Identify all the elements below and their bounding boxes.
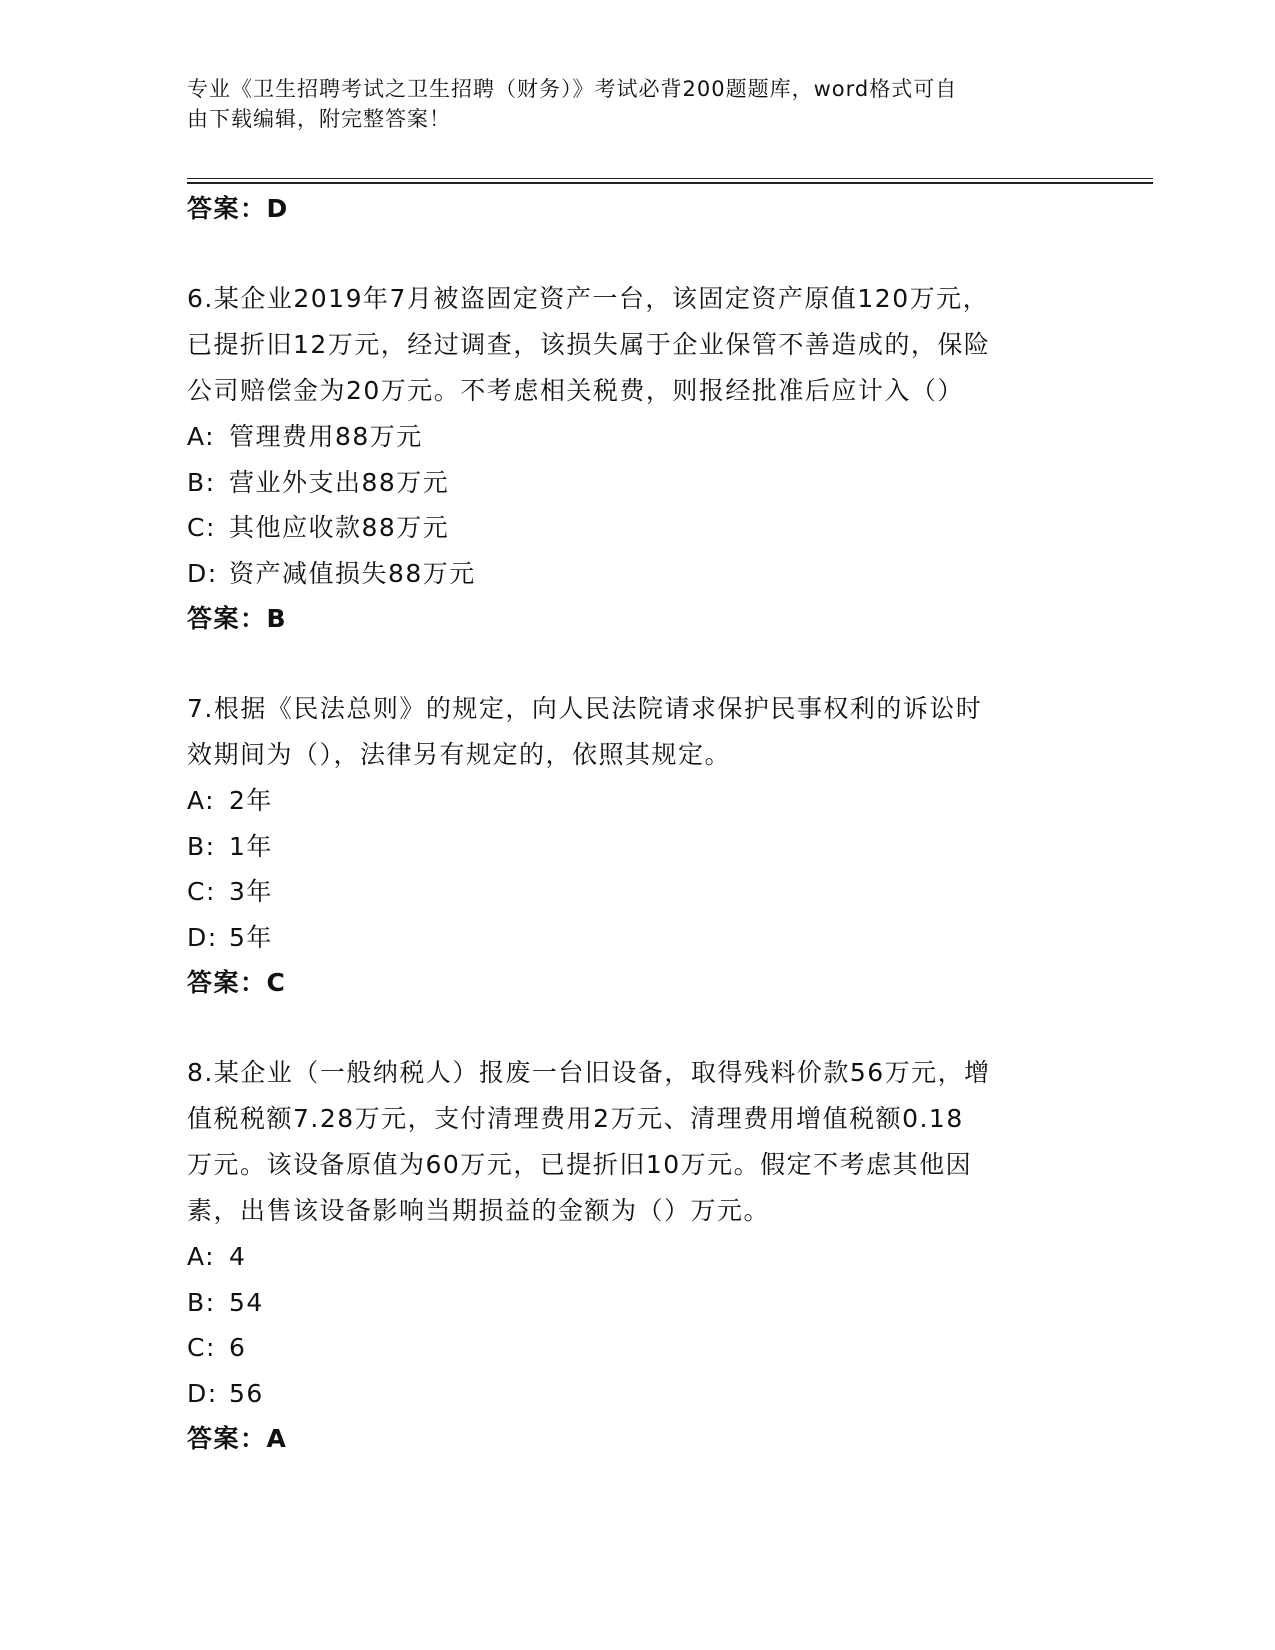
option-label: B:	[187, 831, 216, 861]
option-label: D:	[187, 922, 218, 952]
option-text: 营业外支出88万元	[229, 467, 450, 497]
question-stem	[187, 276, 1067, 414]
option-b	[187, 824, 1087, 870]
option-text: 资产减值损失88万元	[229, 558, 476, 588]
page-header	[187, 74, 1067, 134]
question-stem-line: 值税税额7.28万元，支付清理费用2万元、清理费用增值税额0.18	[187, 1104, 964, 1133]
question-stem	[187, 1050, 1067, 1234]
option-label: C:	[187, 1333, 216, 1362]
question-stem-line: 7.根据《民法总则》的规定，向人民法院请求保护民事权利的诉讼时	[187, 694, 983, 723]
answer-line: 答案：A	[187, 1424, 288, 1453]
option-label: D:	[187, 558, 218, 588]
question-stem-line: 公司赔偿金为20万元。不考虑相关税费，则报经批准后应计入（）	[187, 376, 964, 405]
option-b	[187, 460, 1087, 506]
option-text: 56	[229, 1378, 264, 1408]
option-label: C:	[187, 877, 216, 906]
question-stem	[187, 686, 1067, 778]
option-text: 其他应收款88万元	[229, 513, 450, 542]
question-stem-line: 已提折旧12万元，经过调查，该损失属于企业保管不善造成的，保险	[187, 330, 991, 359]
option-a	[187, 1234, 1087, 1280]
option-d	[187, 551, 1087, 597]
option-text: 管理费用88万元	[229, 422, 423, 451]
option-a	[187, 414, 1087, 460]
question-8	[187, 1050, 1087, 1462]
header-rule-thin	[187, 178, 1153, 179]
option-text: 3年	[229, 877, 273, 906]
option-d	[187, 1371, 1087, 1417]
option-text: 2年	[229, 786, 273, 815]
option-text: 5年	[229, 922, 273, 952]
header-line-2: 由下载编辑，附完整答案！	[187, 107, 451, 131]
answer-line: 答案：C	[187, 968, 287, 997]
previous-answer: 答案：D	[187, 194, 289, 223]
question-stem-line: 8.某企业（一般纳税人）报废一台旧设备，取得残料价款56万元，增	[187, 1058, 991, 1087]
option-label: C:	[187, 513, 216, 542]
header-rule-thick	[187, 182, 1153, 184]
option-c	[187, 505, 1087, 551]
option-c	[187, 869, 1087, 915]
option-label: D:	[187, 1378, 218, 1408]
option-text: 6	[229, 1333, 247, 1362]
option-b	[187, 1280, 1087, 1326]
option-a	[187, 778, 1087, 824]
option-c	[187, 1325, 1087, 1371]
question-stem-line: 效期间为（），法律另有规定的，依照其规定。	[187, 740, 732, 769]
option-label: B:	[187, 1287, 216, 1317]
question-stem-line: 万元。该设备原值为60万元，已提折旧10万元。假定不考虑其他因	[187, 1150, 973, 1179]
option-d	[187, 915, 1087, 961]
header-line-1: 专业《卫生招聘考试之卫生招聘（财务）》考试必背200题题库，word格式可自	[187, 77, 958, 101]
question-stem-line: 素，出售该设备影响当期损益的金额为（）万元。	[187, 1196, 771, 1225]
question-6	[187, 276, 1087, 642]
spacer	[187, 1006, 1087, 1050]
option-label: A:	[187, 422, 216, 451]
option-label: A:	[187, 786, 216, 815]
option-text: 4	[229, 1242, 247, 1271]
spacer	[187, 642, 1087, 686]
option-label: A:	[187, 1242, 216, 1271]
option-text: 54	[229, 1287, 264, 1317]
answer-line: 答案：B	[187, 604, 288, 633]
question-7	[187, 686, 1087, 1006]
question-list	[187, 186, 1087, 1462]
question-stem-line: 6.某企业2019年7月被盗固定资产一台，该固定资产原值120万元，	[187, 284, 990, 313]
option-text: 1年	[229, 831, 273, 861]
option-label: B:	[187, 467, 216, 497]
spacer	[187, 232, 1087, 276]
